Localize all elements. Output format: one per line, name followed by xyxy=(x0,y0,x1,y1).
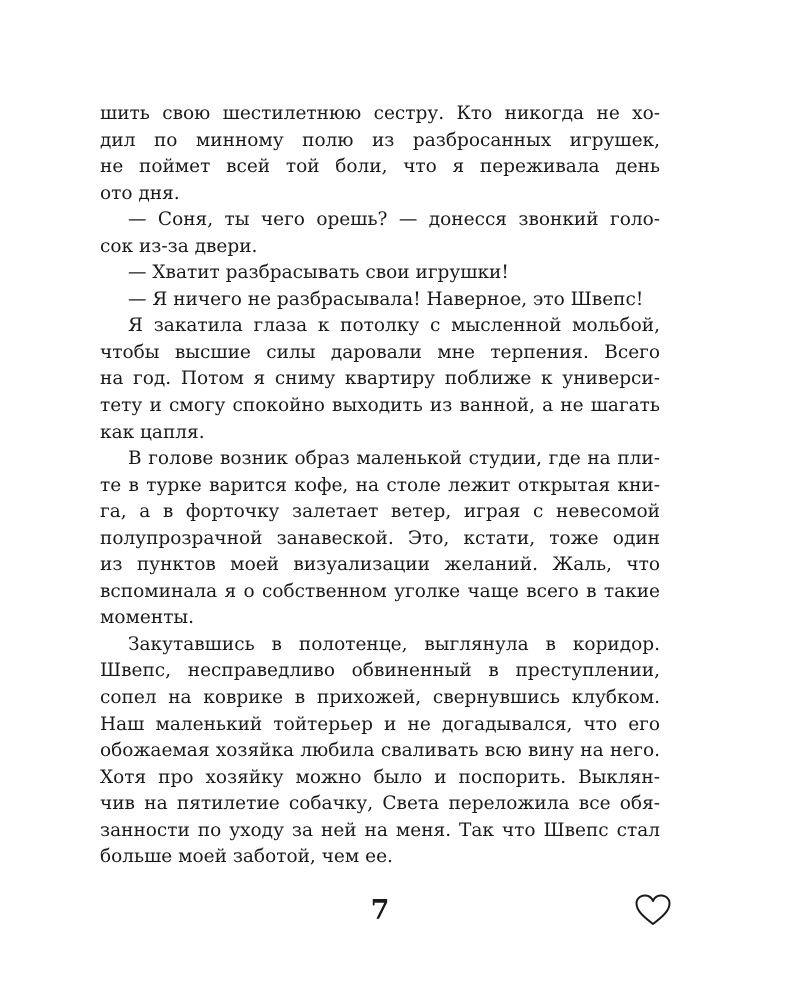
text-line: Швепс, несправедливо обвиненный в преступлении, xyxy=(100,660,660,682)
text-line: Закутавшись в полотенце, выглянула в коридор. xyxy=(128,633,660,655)
text-line: не поймет всей той боли, что я переживала день xyxy=(100,156,660,178)
heart-outline-path xyxy=(637,896,670,925)
text-line: из пунктов моей визуализации желаний. Жаль, что xyxy=(100,554,660,576)
text-line: сок из-за двери. xyxy=(100,235,258,257)
text-line: те в турке варится кофе, на столе лежит открытая кни- xyxy=(100,474,660,496)
text-line: больше моей заботой, чем ее. xyxy=(100,846,393,868)
page-number: 7 xyxy=(370,895,390,926)
text-line: сопел на коврике в прихожей, свернувшись клубком. xyxy=(100,687,660,709)
text-line: моменты. xyxy=(100,607,195,629)
text-line: шить свою шестилетнюю сестру. Кто никогда не хо- xyxy=(100,103,660,124)
text-line: ото дня. xyxy=(100,182,180,204)
text-line: как цапля. xyxy=(100,421,205,443)
text-line: Хотя про хозяйку можно было и поспорить. Выклян- xyxy=(100,766,660,788)
text-line: обожаемая хозяйка любила сваливать всю вину на него. xyxy=(100,740,660,762)
body-text xyxy=(100,101,660,871)
text-line: Я закатила глаза к потолку с мысленной мольбой, xyxy=(128,315,660,337)
text-line: занности по уходу за ней на меня. Так что Швепс стал xyxy=(100,819,660,841)
text-line: чив на пятилетие собачку, Света переложила все обя- xyxy=(100,793,660,815)
heart-outline-icon xyxy=(634,893,672,927)
text-line: Наш маленький тойтерьер и не догадывался, что его xyxy=(100,713,660,735)
text-line: га, а в форточку залетает ветер, играя с невесомой xyxy=(100,501,660,523)
text-line: — Соня, ты чего орешь? — донесся звонкий голо- xyxy=(128,209,660,231)
text-line: полупрозрачной занавеской. Это, кстати, тоже один xyxy=(100,527,660,549)
text-line: — Хватит разбрасывать свои игрушки! xyxy=(128,262,509,284)
text-line: — Я ничего не разбрасывала! Наверное, это Швепс! xyxy=(128,288,644,310)
text-line: на год. Потом я сниму квартиру поближе к универси- xyxy=(100,368,660,390)
text-line: тету и смогу спокойно выходить из ванной, а не шагать xyxy=(100,395,660,417)
text-line: чтобы высшие силы даровали мне терпения. Всего xyxy=(100,341,660,363)
text-line: вспоминала я о собственном уголке чаще всего в такие xyxy=(100,580,660,602)
text-line: В голове возник образ маленькой студии, где на пли- xyxy=(128,448,660,470)
text-line: дил по минному полю из разбросанных игрушек, xyxy=(100,129,660,151)
